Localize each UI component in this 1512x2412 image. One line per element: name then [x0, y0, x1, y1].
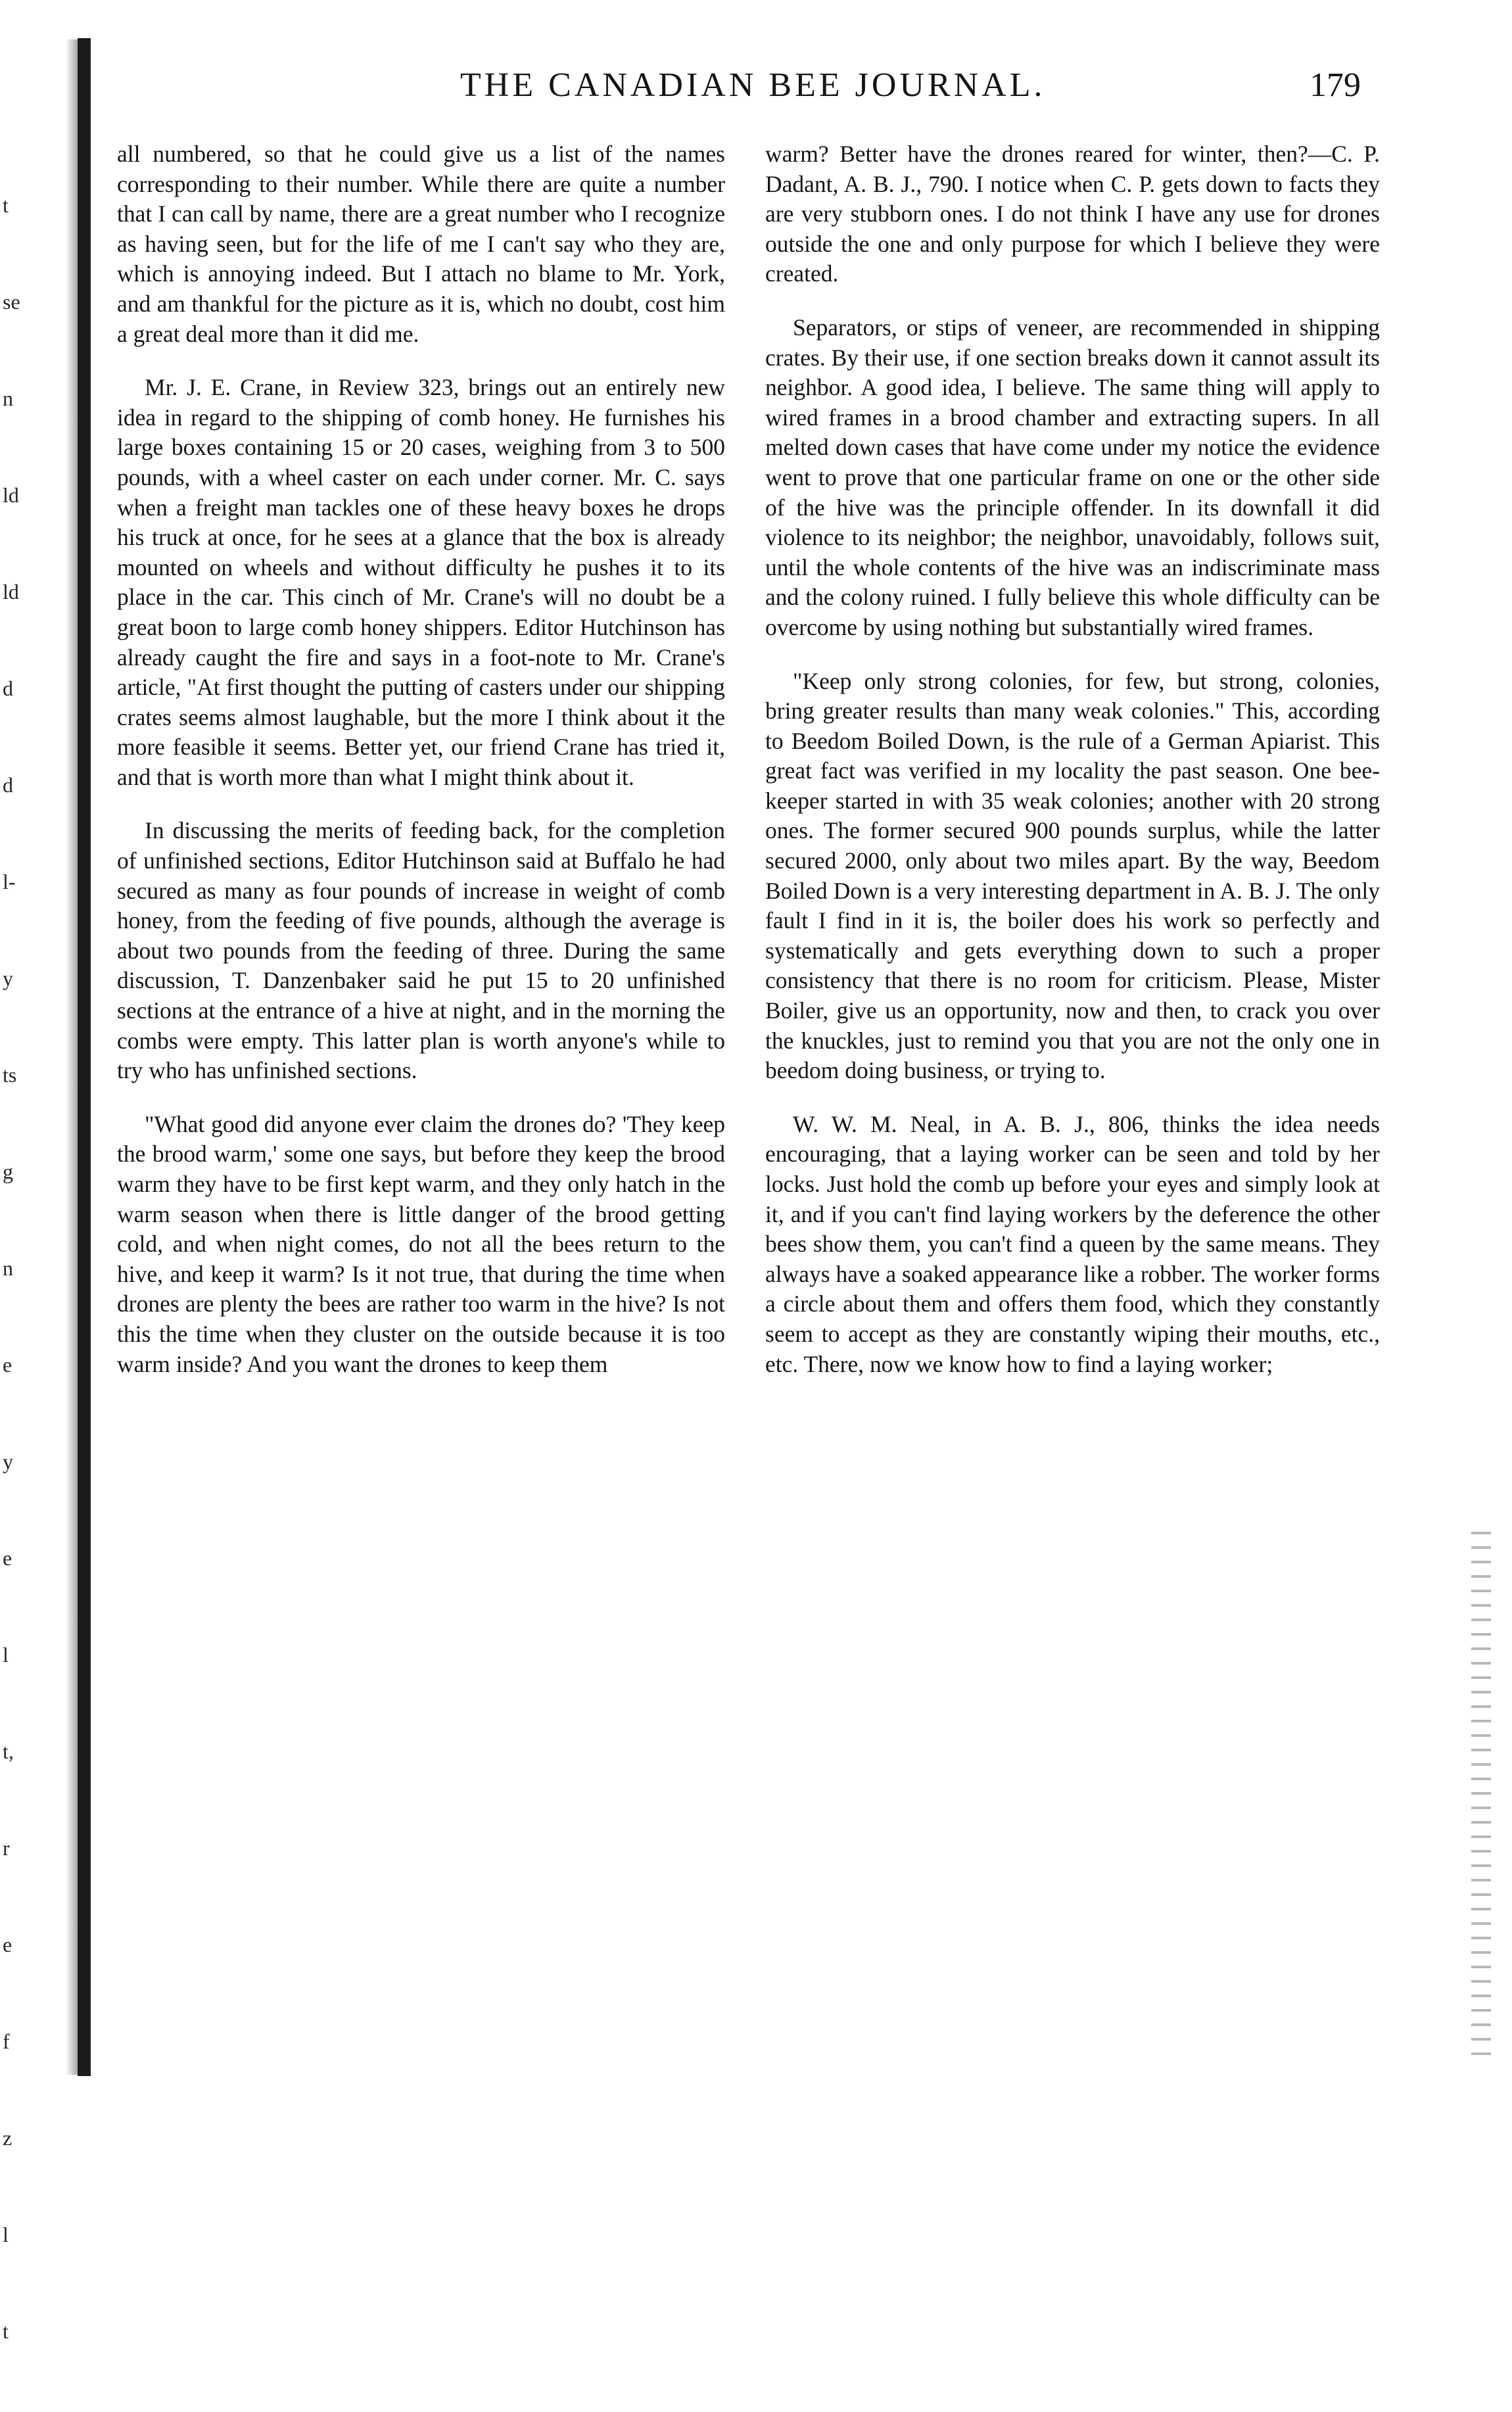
left-column — [117, 139, 725, 1403]
bleed-fragment: t — [3, 2319, 9, 2343]
bleed-fragment: r — [3, 1836, 10, 1860]
bleed-fragment: ts — [3, 1063, 17, 1087]
journal-title: THE CANADIAN BEE JOURNAL. — [460, 66, 1046, 104]
bleed-fragment: e — [3, 1933, 12, 1956]
paragraph: Mr. J. E. Crane, in Review 323, brings out an entirely new idea in regard to the shipping of comb honey. He furnishes his large boxes containing 15 or 20 cases, weighing from 3 to 500 pounds, with a wheel caster on each under corner. Mr. C. says when a freight man tackles one of these heavy boxes he drops his truck at once, for he sees at a glance that the box is already mounted on wheels and without difficulty he pushes it to its place in the car. This cinch of Mr. Crane's will no doubt be a great boon to large comb honey shippers. Editor Hutchinson has already caught the fire and says in a foot-note to Mr. Crane's article, "At first thought the putting of casters under our shipping crates seems almost laughable, but the more I think about it the more feasible it seems. Better yet, our friend Crane has tried it, and that is worth more than what I might think about it. — [117, 374, 725, 790]
bleed-fragment: ld — [3, 580, 19, 603]
right-column — [765, 139, 1380, 1403]
bleed-fragment: y — [3, 1450, 13, 1473]
paragraph: Separators, or stips of veneer, are recommended in shipping crates. By their use, if one section breaks down it cannot assult its neighbor. A good idea, I believe. The same thing will apply to wired frames in a brood chamber and extracting supers. In all melted down cases that have come under my notice the evidence went to prove that one particular frame on one or the other side of the hive was the principle offender. In its downfall it did violence to its neighbor; the neighbor, unavoidably, follows suit, until the whole contents of the hive was an indiscriminate mass and the colony ruined. I fully believe this whole difficulty can be overcome by using nothing but substantially wired frames. — [765, 314, 1380, 640]
bleed-fragment: g — [3, 1160, 13, 1183]
bleed-fragment: n — [3, 1256, 13, 1280]
paragraph: "Keep only strong colonies, for few, but strong, colonies, bring greater results than many weak colonies." This, according to Beedom Boiled Down, is the rule of a German Apiarist. This great fact was verified in my locality the past season. One bee-keeper started in with 35 weak colonies; another with 20 strong ones. The former secured 900 pounds surplus, while the latter secured 2000, only about two miles apart. By the way, Beedom Boiled Down is a very interesting department in A. B. J. The only fault I find in it is, the boiler does his work so perfectly and systematically and gets everything down to such a proper consistency that there is no room for criticism. Please, Mister Boiler, give us an opportunity, now and then, to crack you over the knuckles, just to remind you that you are not the only one in beedom doing business, or trying to. — [765, 667, 1380, 1084]
page-number: 179 — [1310, 66, 1361, 104]
paragraph: all numbered, so that he could give us a list of the names corresponding to their number. While there are quite a number that I can call by name, there are a great number who I recognize as having seen, but for the life of me I can't say who they are, which is annoying indeed. But I attach no blame to Mr. York, and am thankful for the picture as it is, which no doubt, cost him a great deal more than it did me. — [117, 141, 725, 347]
bleed-fragment: f — [3, 2029, 10, 2053]
bleed-fragment: e — [3, 1353, 12, 1377]
running-header — [421, 66, 1473, 118]
paragraph: In discussing the merits of feeding back, for the completion of unfinished sections, Editor Hutchinson said at Buffalo he had secured as many as four pounds of increase in weight of comb honey, from the feeding of five pounds, although the average is about two pounds from the feeding of three. During the same discussion, T. Danzenbaker said he put 15 to 20 unfinished sections at the entrance of a hive at night, and in the morning the combs were empty. This latter plan is worth anyone's while to try who has unfinished sections. — [117, 817, 725, 1084]
bleed-fragment: z — [3, 2126, 12, 2150]
bleed-fragment: d — [3, 773, 13, 797]
bleed-fragment: t — [3, 193, 9, 217]
bleed-fragment: ld — [3, 483, 19, 507]
paragraph: "What good did anyone ever claim the drones do? 'They keep the brood warm,' some one says, but before they keep the brood warm they have to be first kept warm, and they only hatch in the warm season when there is little danger of the brood getting cold, and when night comes, do not all the bees return to the hive, and keep it warm? Is it not true, that during the time when drones are plenty the bees are rather too warm in the hive? Is not this the time when they cluster on the outside because it is too warm inside? And you want the drones to keep them — [117, 1110, 725, 1377]
bleed-fragment: e — [3, 1546, 12, 1570]
bleed-fragment: l- — [3, 870, 16, 893]
bleed-fragment: l — [3, 2223, 9, 2246]
scan-margin-marks — [1471, 1532, 1491, 2058]
bleed-fragment: d — [3, 676, 13, 700]
bleed-fragment: n — [3, 387, 13, 410]
paragraph: warm? Better have the drones reared for winter, then?—C. P. Dadant, A. B. J., 790. I notice when C. P. gets down to facts they are very stubborn ones. I do not think I have any use for drones outside the one and only purpose for which I believe they were created. — [765, 141, 1380, 287]
bleed-fragment: se — [3, 290, 20, 314]
bleed-fragment: t, — [3, 1739, 14, 1763]
paragraph: W. W. M. Neal, in A. B. J., 806, thinks the idea needs encouraging, that a laying worker can be seen and told by her locks. Just hold the comb up before your eyes and simply look at it, and if you can't find laying workers by the deference the other bees show them, you can't find a queen by the same means. They always have a soaked appearance like a robber. The worker forms a circle about them and offers them food, which they constantly seem to accept as they are constantly wiping their mouths, etc., etc. There, now we know how to find a laying worker; — [765, 1110, 1380, 1377]
facing-page-bleed-through — [3, 125, 49, 2343]
binding-edge — [78, 38, 91, 2076]
binding-shadow — [66, 39, 78, 2075]
bleed-fragment: l — [3, 1643, 9, 1667]
bleed-fragment: y — [3, 966, 13, 990]
